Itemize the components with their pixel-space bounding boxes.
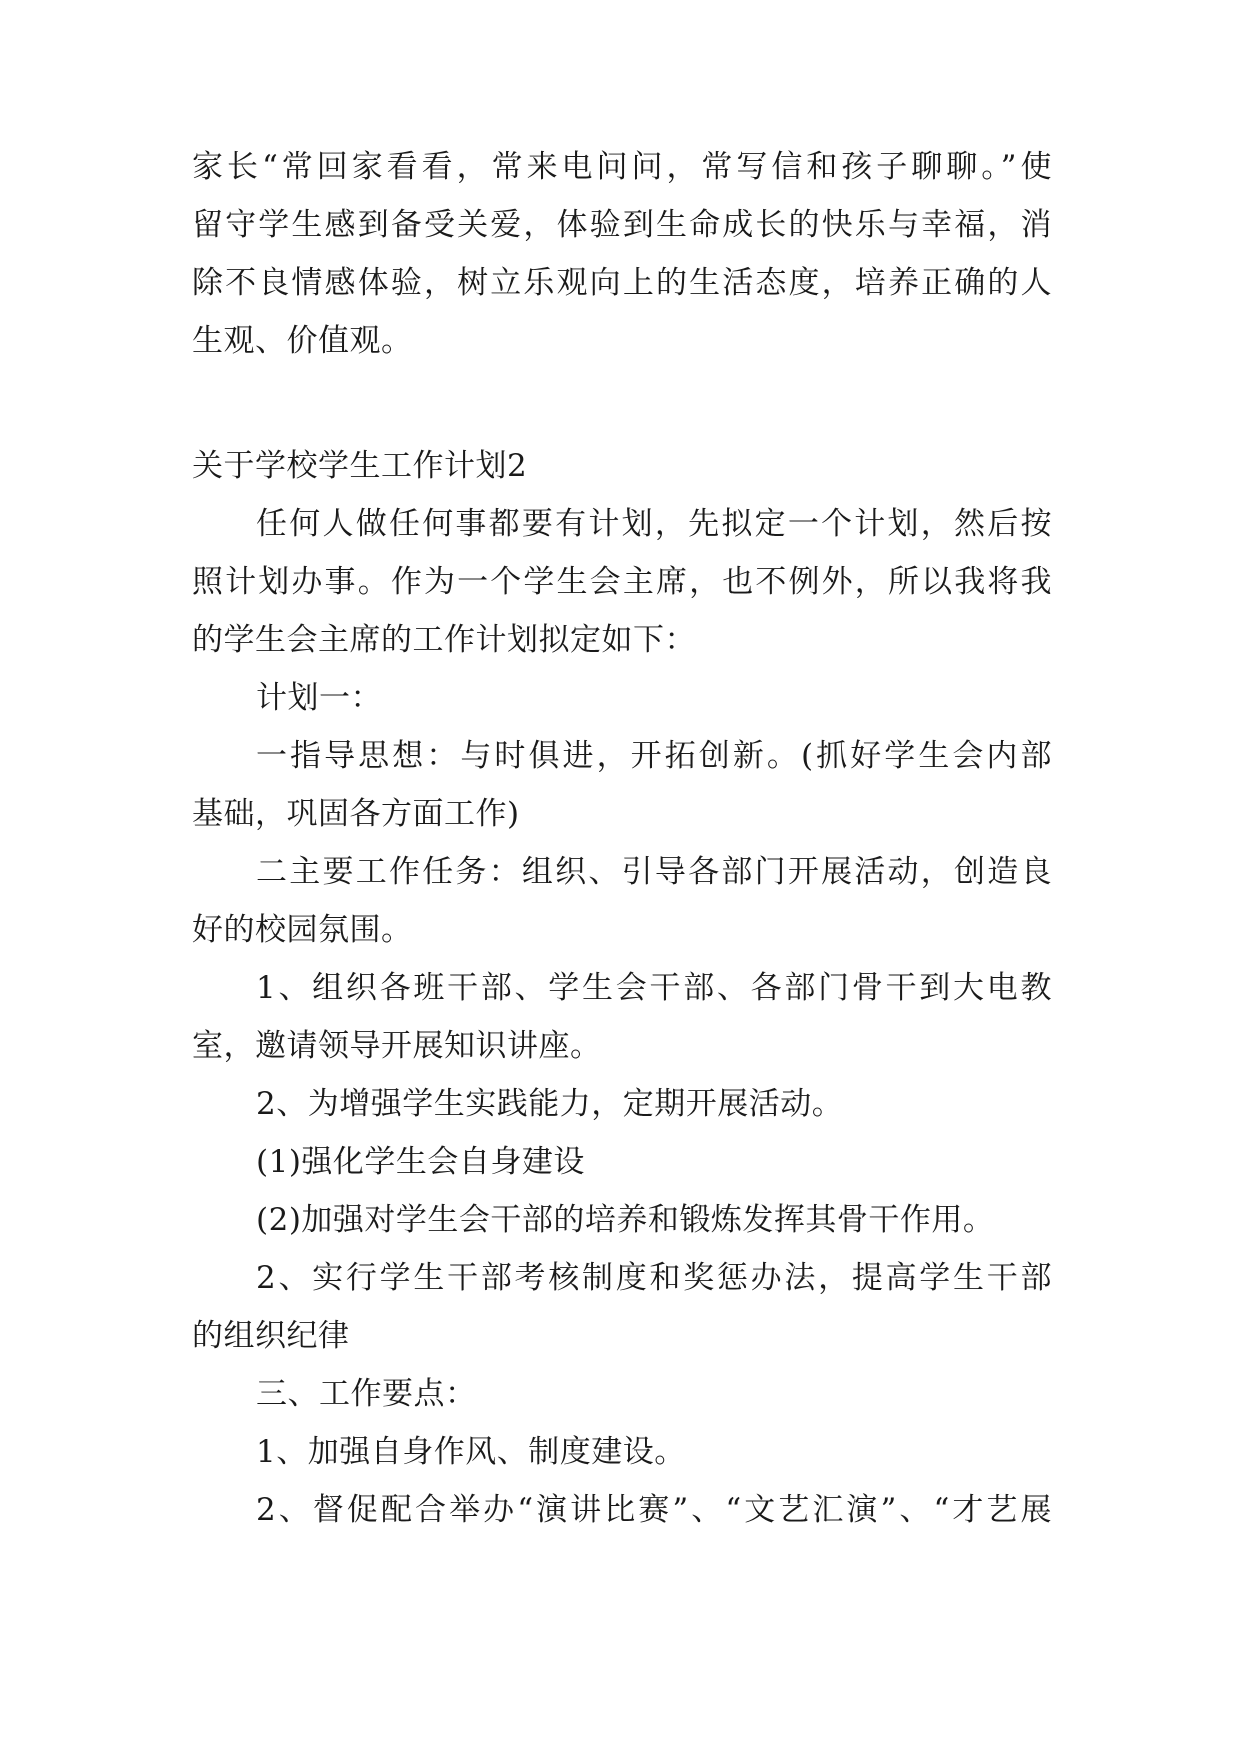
paragraph-line: 家长“常回家看看，常来电问问，常写信和孩子聊聊。”使 bbox=[192, 149, 1052, 185]
paragraph-line: 的组织纪律 bbox=[192, 1318, 350, 1354]
paragraph-line: 基础，巩固各方面工作) bbox=[192, 796, 520, 832]
paragraph-line: 2、为增强学生实践能力，定期开展活动。 bbox=[256, 1086, 844, 1122]
paragraph-line: (2)加强对学生会干部的培养和锻炼发挥其骨干作用。 bbox=[256, 1202, 995, 1238]
paragraph-line: 2、督促配合举办“演讲比赛”、“文艺汇演”、“才艺展 bbox=[256, 1492, 1052, 1528]
paragraph-line: 二主要工作任务：组织、引导各部门开展活动，创造良 bbox=[256, 854, 1052, 890]
paragraph-line: 生观、价值观。 bbox=[192, 323, 413, 359]
paragraph-line: 室，邀请领导开展知识讲座。 bbox=[192, 1028, 602, 1064]
paragraph-line: 照计划办事。作为一个学生会主席，也不例外，所以我将我 bbox=[192, 564, 1052, 600]
paragraph-line: 留守学生感到备受关爱，体验到生命成长的快乐与幸福，消 bbox=[192, 207, 1052, 243]
paragraph-line: (1)强化学生会自身建设 bbox=[256, 1144, 585, 1180]
paragraph-line: 任何人做任何事都要有计划，先拟定一个计划，然后按 bbox=[256, 506, 1052, 542]
paragraph-line: 三、工作要点： bbox=[256, 1376, 477, 1412]
paragraph-line: 的学生会主席的工作计划拟定如下： bbox=[192, 622, 696, 658]
paragraph-line: 1、加强自身作风、制度建设。 bbox=[256, 1434, 686, 1470]
paragraph-line: 一指导思想：与时俱进，开拓创新。(抓好学生会内部 bbox=[256, 738, 1052, 774]
paragraph-line: 2、实行学生干部考核制度和奖惩办法，提高学生干部 bbox=[256, 1260, 1052, 1296]
section-heading: 关于学校学生工作计划2 bbox=[192, 448, 528, 484]
paragraph-line: 除不良情感体验，树立乐观向上的生活态度，培养正确的人 bbox=[192, 265, 1052, 301]
paragraph-line: 计划一： bbox=[256, 680, 382, 716]
paragraph-line: 1、组织各班干部、学生会干部、各部门骨干到大电教 bbox=[256, 970, 1052, 1006]
paragraph-line: 好的校园氛围。 bbox=[192, 912, 413, 948]
document-page bbox=[192, 0, 1052, 1754]
